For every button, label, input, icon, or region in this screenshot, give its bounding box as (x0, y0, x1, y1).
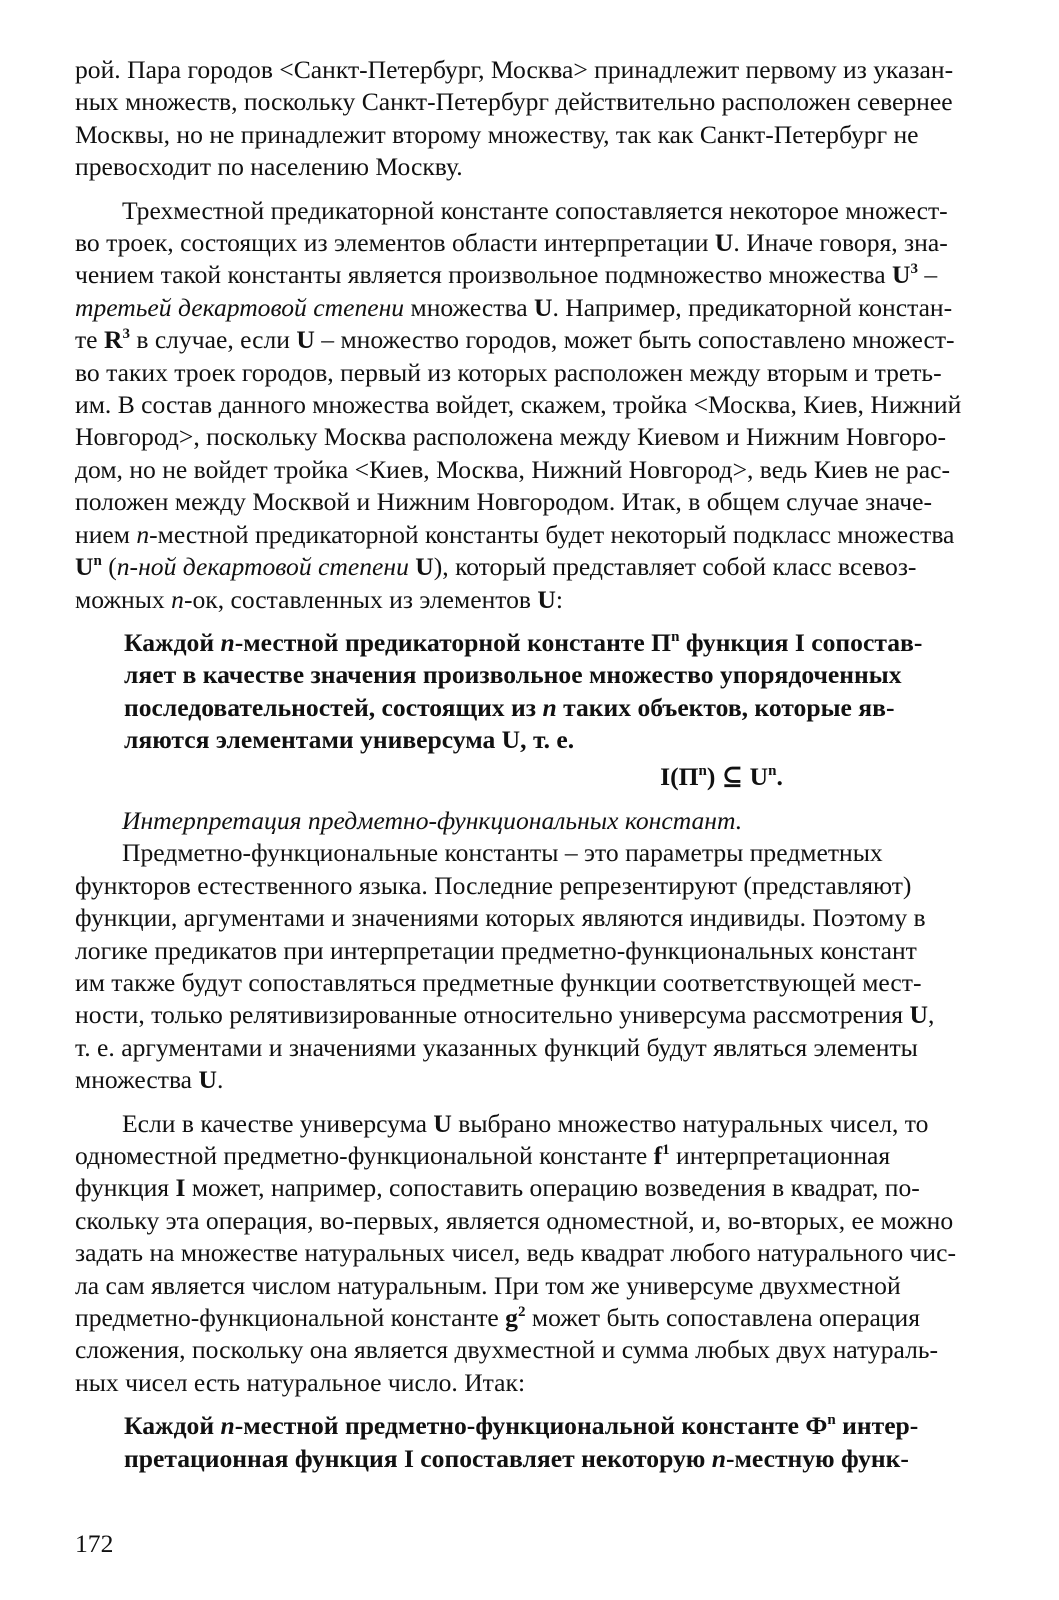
text-line: те $R^3$ в случае, если U – множество городов, может быть сопоставлено множест- (75, 325, 955, 355)
text-line: Москвы, но не принадлежит второму множеству, так как Санкт-Петербург не (75, 119, 919, 149)
text-line: функции, аргументами и значениями которых являются индивиды. Поэтому в (75, 903, 926, 933)
page-number: 172 (75, 1529, 114, 1558)
text-line: Каждой n-местной предикаторной константе $П^n$ функция I сопостав- (124, 627, 923, 657)
text-line: чением такой константы является произвольное подмножество множества $U^3$ – (75, 260, 938, 290)
text-line: скольку эта операция, во-первых, является одноместной, и, во-вторых, ее можно (75, 1205, 954, 1235)
section-heading: Интерпретация предметно-функциональных констант. (122, 805, 743, 835)
text-line: задать на множестве натуральных чисел, ведь квадрат любого натурального чис- (75, 1238, 956, 1268)
text-line: логике предикатов при интерпретации предметно-функциональных констант (75, 935, 917, 965)
text-line: во троек, состоящих из элементов области интерпретации U. Иначе говоря, зна- (75, 228, 948, 258)
text-line: ности, только релятивизированные относительно универсума рассмотрения U, (75, 1000, 935, 1030)
paragraph-2 (75, 195, 1019, 616)
text-line: третьей декартовой степени множества U. Например, предикаторной констан- (75, 292, 953, 322)
text-line: Каждой n-местной предметно-функциональной константе $Ф^n$ интер- (124, 1411, 919, 1441)
text-line: ла сам является числом натуральным. При том же универсуме двухместной (75, 1270, 901, 1300)
text-line: рой. Пара городов <Санкт-Петербург, Москва> принадлежит первому из указан- (75, 55, 954, 84)
text-line: им также будут сопоставляться предметные функции соответствующей мест- (75, 967, 922, 997)
paragraph-4 (75, 1108, 1019, 1400)
text-line: во таких троек городов, первый из которых расположен между вторым и треть- (75, 357, 942, 387)
text-line: нием n-местной предикаторной константы будет некоторый подкласс множества (75, 519, 955, 549)
text-line: одноместной предметно-функциональной константе $f^1$ интерпретационная (75, 1141, 891, 1170)
text-line: сложения, поскольку она является двухместной и сумма любых двух натураль- (75, 1335, 939, 1365)
text-line: ных чисел есть натуральное число. Итак: (75, 1367, 526, 1397)
text-line: т. е. аргументами и значениями указанных функций будут являться элементы (75, 1032, 918, 1062)
text-line: претационная функция I сопоставляет некоторую n-местную функ- (124, 1443, 909, 1473)
paragraph-3 (75, 837, 1019, 1096)
page-body (75, 54, 1019, 1477)
text-line: множества U. (75, 1065, 224, 1095)
text-line: последовательностей, состоящих из n таких объектов, которые яв- (124, 692, 895, 722)
text-line: положен между Москвой и Нижним Новгородом. Итак, в общем случае значе- (75, 487, 932, 517)
text-line: превосходит по населению Москву. (75, 152, 463, 182)
text-line: им. В состав данного множества войдет, скажем, тройка <Москва, Киев, Нижний (75, 390, 962, 420)
text-line: предметно-функциональной константе $g^2$ может быть сопоставлена операция (75, 1303, 920, 1333)
text-line: дом, но не войдет тройка <Киев, Москва, Нижний Новгород>, ведь Киев не рас- (75, 454, 950, 484)
text-line: Предметно-функциональные константы – это параметры предметных (122, 838, 883, 868)
definition-predicate-constant (124, 627, 1019, 793)
formula: $I(П^n)$ ⊆ $U^n$. (660, 761, 783, 791)
text-line: ляются элементами универсума U, т. е. (124, 725, 575, 755)
paragraph-1 (75, 54, 1019, 184)
text-line: функция I может, например, сопоставить операцию возведения в квадрат, по- (75, 1173, 920, 1203)
text-line: функторов естественного языка. Последние репрезентируют (представляют) (75, 870, 912, 900)
text-line: ных множеств, поскольку Санкт-Петербург действительно расположен севернее (75, 87, 953, 117)
definition-function-constant (124, 1410, 1019, 1475)
text-line: $U^n$ (n-ной декартовой степени U), который представляет собой класс всевоз- (75, 552, 917, 582)
text-line: Новгород>, поскольку Москва расположена между Киевом и Нижним Новгоро- (75, 422, 947, 452)
text-line: Трехместной предикаторной константе сопоставляется некоторое множест- (122, 195, 948, 225)
text-line: можных n-ок, составленных из элементов U: (75, 584, 564, 614)
text-line: Если в качестве универсума U выбрано множество натуральных чисел, то (122, 1108, 929, 1138)
text-line: ляет в качестве значения произвольное множество упорядоченных (124, 660, 902, 690)
